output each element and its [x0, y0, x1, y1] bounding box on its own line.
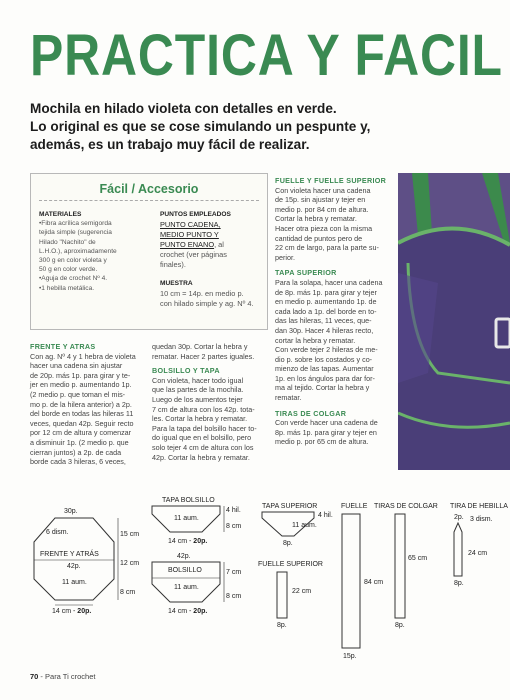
section-heading: FRENTE Y ATRAS	[30, 342, 96, 351]
diagram-label: TIRAS DE COLGAR	[374, 503, 438, 510]
stitches-heading: PUNTOS EMPLEADOS	[160, 211, 231, 218]
magazine-name: Para Ti crochet	[45, 672, 96, 681]
text-line: solo tejer 4 cm de altura con los	[152, 442, 254, 452]
diagram-fuelle	[341, 503, 383, 660]
text-line: cierran juntos) a 2p. de cada	[30, 447, 122, 457]
text-line: les. Cortar la hebra y rematar.	[152, 414, 248, 424]
section-heading: FUELLE Y FUELLE SUPERIOR	[275, 176, 387, 185]
diagram-label: 8p.	[277, 622, 287, 629]
diagram-label: 15p.	[343, 653, 357, 660]
diagram-label: 11 aum.	[174, 515, 199, 522]
page-footer	[30, 672, 95, 681]
text-line: medio p. por 84 cm de altura.	[275, 204, 369, 214]
diagram-label: 7 cm	[226, 569, 242, 576]
text-line: das las hileras, 11 veces, que-	[275, 316, 372, 326]
text-line: quedan 30p. Cortar la hebra y	[152, 342, 248, 351]
diagram-tiras-colgar	[374, 503, 438, 629]
diagram-label: 14 cm - 20p.	[168, 538, 208, 545]
materials-line: •Fibra acrílica semigorda	[39, 220, 112, 228]
text-line: rematar.	[275, 393, 302, 403]
diagram-label: TAPA SUPERIOR	[262, 503, 318, 510]
lead-line: Lo original es que se cose simulando un pespunte y,	[30, 119, 371, 134]
diagram-label: 8 cm	[226, 523, 242, 530]
materials-line: L.H.O.), aproximadamente	[39, 247, 117, 255]
diagram-label: 8p.	[395, 622, 405, 629]
materials-heading: MATERIALES	[39, 211, 82, 218]
text-line: mienzo de las tapas. Aumentar	[275, 364, 374, 374]
lead-line: además, es un trabajo muy fácil de realizar.	[30, 137, 310, 152]
diagram-label: 2p.	[454, 514, 464, 521]
page-title: PRACTICA Y FACIL	[30, 23, 503, 88]
diagram-label: 65 cm	[408, 555, 428, 562]
diagram-label: 11 aum.	[174, 584, 199, 591]
diagram-label: 22 cm	[292, 588, 312, 595]
diagram-bolsillo	[152, 553, 241, 615]
section-heading: TAPA SUPERIOR	[275, 268, 337, 278]
text-line: dan 30p. Hacer 4 hileras recto,	[275, 325, 374, 335]
diagram-label: 12 cm	[120, 560, 140, 567]
diagram-tira-hebilla	[450, 503, 508, 587]
diagram-label: 4 hil.	[226, 507, 241, 514]
text-line: (2 medio p. que toman el mis-	[30, 389, 126, 399]
text-line: del borde en todas las hileras 11	[30, 409, 134, 419]
text-line: de 15p. sin ajustar y tejer en	[275, 195, 366, 205]
diagram-label: 4 hil.	[318, 512, 333, 519]
text-line: Luego de los aumentos tejer	[152, 394, 243, 404]
diagram-tapa-superior	[262, 503, 333, 547]
materials-column	[39, 210, 147, 293]
footer-separator: -	[38, 672, 46, 681]
materials-line: 300 g en color violeta y	[39, 257, 107, 265]
diagram-label: FRENTE Y ATRÁS	[40, 551, 99, 558]
materials-box	[30, 173, 268, 330]
text-line: Hacer otra pieza con la misma	[275, 223, 373, 233]
text-line: Cortar la hebra y rematar.	[275, 214, 357, 224]
text-line: Con violeta, hacer todo igual	[152, 375, 244, 385]
text-line: de 8p. más 1p. para girar y tejer	[275, 287, 377, 297]
text-line: 22 cm de largo, para la parte su-	[275, 243, 379, 253]
gauge-line: con hilado simple y ag. Nº 4.	[160, 299, 254, 308]
patterns-diagram	[22, 492, 508, 667]
section-bolsillo	[152, 342, 270, 462]
lead-paragraph	[30, 100, 500, 154]
divider	[39, 200, 259, 201]
text-line: Para la solapa, hacer una cadena	[275, 277, 383, 287]
diagram-label: 42p.	[177, 553, 191, 560]
diagram-label: TIRA DE HEBILLA	[450, 503, 508, 510]
text-line: veces, quedan 42p. Seguir recto	[30, 418, 134, 428]
section-heading: BOLSILLO Y TAPA	[152, 366, 220, 376]
stitches-text: crochet (ver páginas	[160, 250, 227, 259]
text-line: 8p. más 1p. para girar y tejer en	[275, 427, 377, 437]
text-line: cantidad de puntos pero de	[275, 233, 363, 243]
stitch-link[interactable]: MEDIO PUNTO Y	[160, 230, 219, 239]
stitches-text: finales).	[160, 260, 186, 269]
text-line: mo p. de la hilera anterior) a 2p.	[30, 399, 132, 409]
page-number: 70	[30, 672, 39, 681]
difficulty-title: Fácil / Accesorio	[99, 182, 199, 196]
backpack-illustration	[398, 173, 510, 470]
diagram-label: FUELLE SUPERIOR	[258, 561, 323, 568]
text-line: a disminuir 1p. (2 medio p. que	[30, 437, 129, 447]
text-line: Para la tapa del bolsillo hacer to-	[152, 423, 257, 433]
stitch-link[interactable]: PUNTO ENANO	[160, 240, 215, 249]
text-line: cada lado a 1p. del borde en to-	[275, 306, 377, 316]
diagram-label: 84 cm	[364, 579, 384, 586]
gauge-heading: MUESTRA	[160, 280, 193, 287]
diagram-label: 8p.	[454, 580, 464, 587]
section-heading: TIRAS DE COLGAR	[275, 408, 347, 418]
stitches-text: , al	[214, 240, 224, 249]
diagram-label: 3 dism.	[470, 516, 493, 523]
diagram-label: FUELLE	[341, 503, 368, 510]
diagram-label: 11 aum.	[62, 579, 87, 586]
diagram-label: 14 cm - 20p.	[168, 608, 208, 615]
text-line: do igual que en el bolsillo, pero	[152, 433, 252, 443]
stitch-link[interactable]: PUNTO CADENA,	[160, 220, 221, 229]
diagram-tapa-bolsillo	[152, 497, 241, 545]
diagram-fuelle-superior	[258, 561, 323, 629]
text-line: 42p. Cortar la hebra y rematar.	[152, 452, 250, 462]
text-line: borde cada 3 hileras, 6 veces,	[30, 457, 126, 467]
text-line: jer en medio p. aumentando 1p.	[30, 380, 132, 390]
diagram-label: 24 cm	[468, 550, 488, 557]
text-line: Con verde tejer 2 hileras de me-	[275, 345, 378, 355]
diagram-label: 6 dism.	[46, 529, 69, 536]
diagram-label: 8p.	[283, 540, 293, 547]
section-fuelle	[275, 176, 393, 447]
text-line: medio p. por 65 cm de altura.	[275, 437, 369, 447]
diagram-label: 42p.	[67, 563, 81, 570]
diagram-frente	[34, 508, 139, 615]
text-line: perior.	[275, 252, 295, 262]
diagram-label: 30p.	[64, 508, 78, 515]
text-line: 7 cm de altura con los 42p. tota-	[152, 404, 255, 414]
diagram-label: 8 cm	[120, 589, 136, 596]
diagram-label: 14 cm - 20p.	[52, 608, 92, 615]
stitches-column	[160, 210, 264, 309]
text-line: dio p. sobre los costados y co-	[275, 354, 373, 364]
materials-line: Hilado "Nachito" de	[39, 238, 96, 246]
text-line: cortar la hebra y rematar.	[275, 335, 356, 345]
diagram-label: TAPA BOLSILLO	[162, 497, 215, 504]
diagram-label: BOLSILLO	[168, 567, 202, 574]
text-line: hacer una cadena sin ajustar	[30, 361, 123, 371]
text-line: Con ag. Nº 4 y 1 hebra de violeta	[30, 351, 136, 361]
text-line: que las partes de la mochila.	[152, 385, 244, 395]
text-line: Con violeta hacer una cadena	[275, 185, 371, 195]
text-line: Con verde hacer una cadena de	[275, 418, 378, 428]
diagram-label: 8 cm	[226, 593, 242, 600]
materials-line: •Aguja de crochet Nº 4.	[39, 275, 108, 283]
text-line: rematar. Hacer 2 partes iguales.	[152, 351, 255, 361]
section-frente	[30, 342, 145, 467]
materials-line: •1 hebilla metálica.	[39, 284, 95, 292]
backpack-photo	[398, 173, 510, 470]
text-line: ma al tejido. Cortar la hebra y	[275, 383, 370, 393]
materials-line: 50 g en color verde.	[39, 266, 98, 274]
materials-line: tejida simple (sugerencia	[39, 229, 112, 237]
diagram-label: 11 aum.	[292, 522, 317, 529]
text-line: 1p. en los ángulos para dar for-	[275, 373, 375, 383]
text-line: en medio p. aumentando 1p. de	[275, 297, 377, 307]
diagram-label: 15 cm	[120, 531, 140, 538]
gauge-line: 10 cm = 14p. en medio p.	[160, 289, 244, 298]
text-line: de 20p. más 1p. para girar y te-	[30, 370, 131, 380]
text-line: por 12 cm de altura y comenzar	[30, 428, 132, 438]
lead-line: Mochila en hilado violeta con detalles en verde.	[30, 101, 337, 116]
